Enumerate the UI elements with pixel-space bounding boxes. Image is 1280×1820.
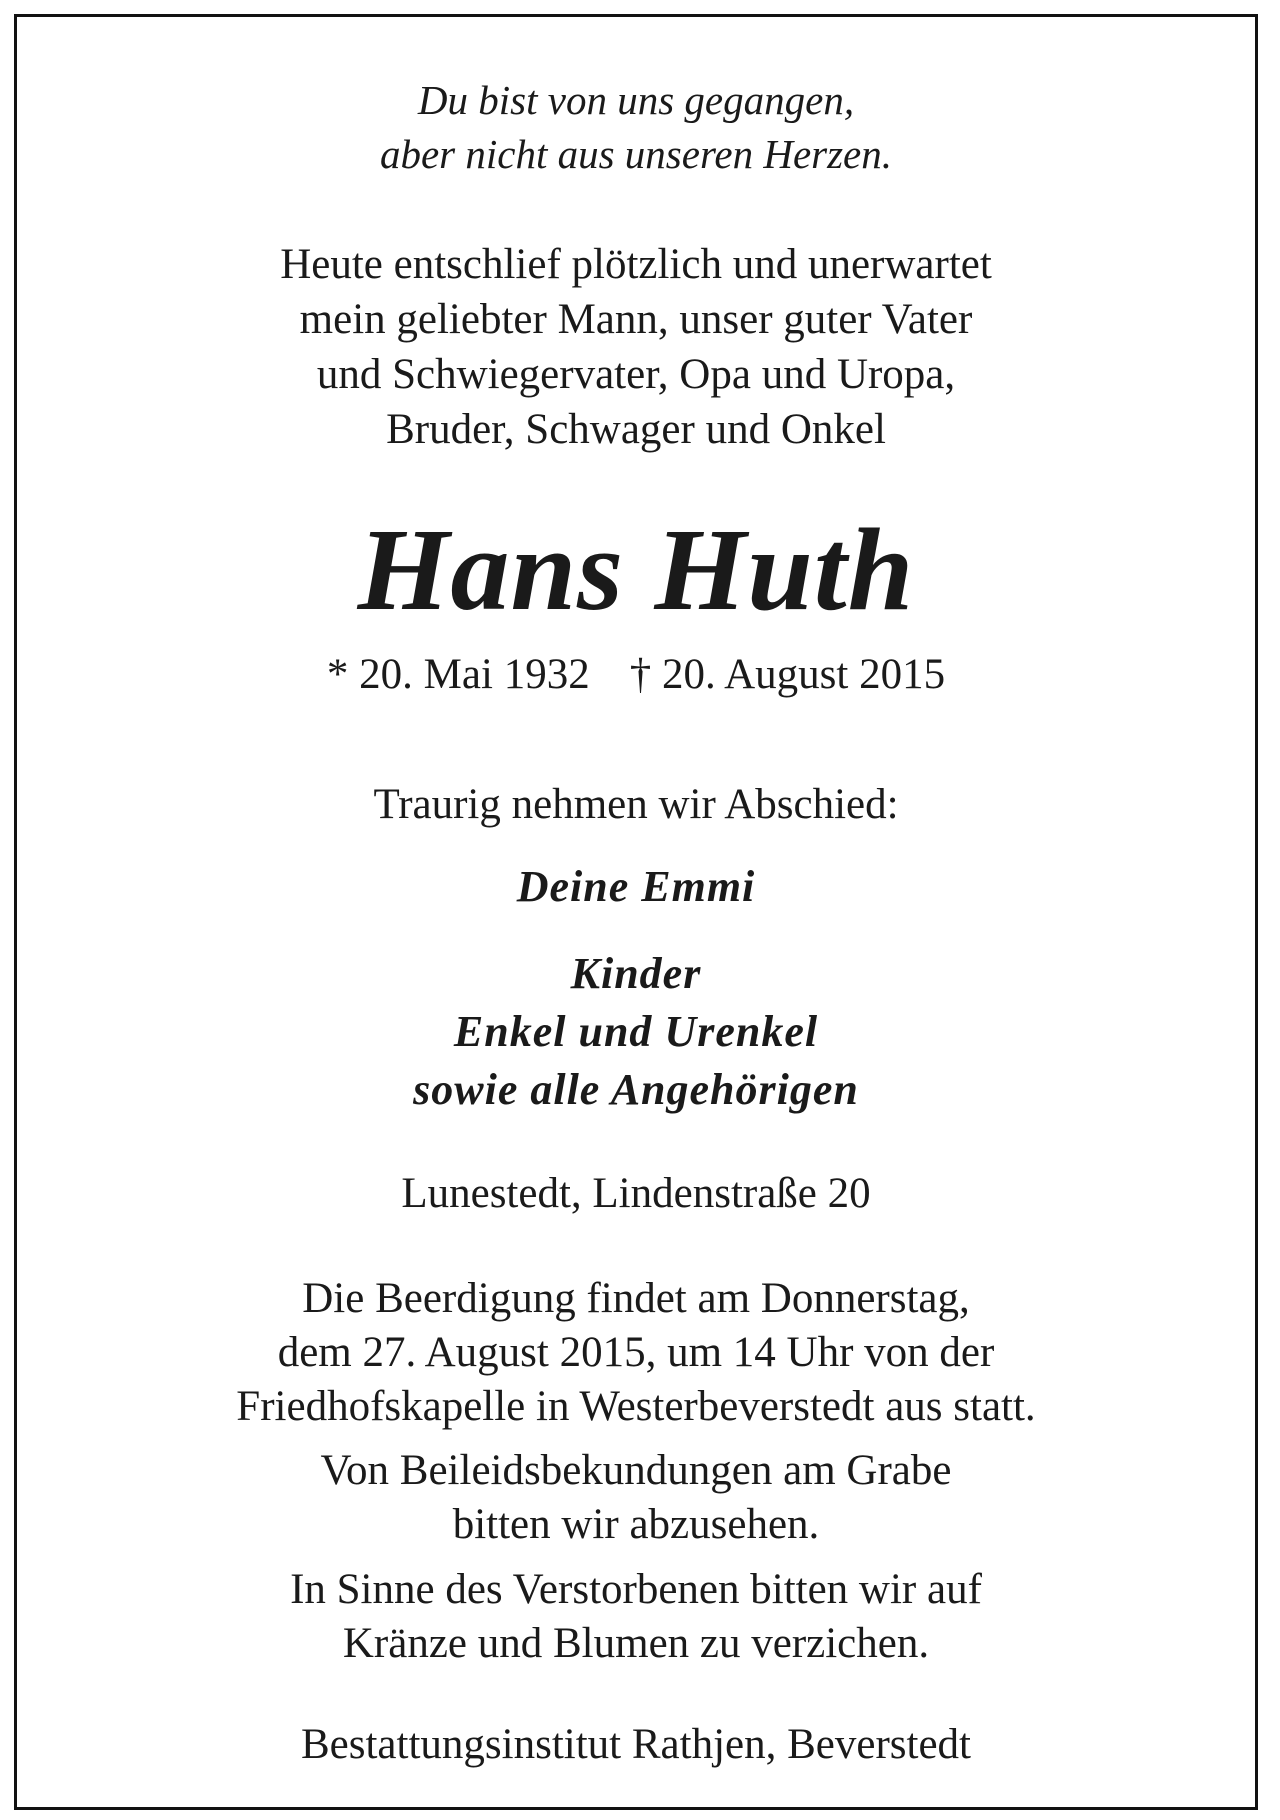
funeral-details <box>17 1272 1255 1434</box>
wreaths-line: Kränze und Blumen zu verzichen. <box>342 1620 930 1667</box>
family-signature <box>17 945 1255 1119</box>
condolence-line: bitten wir abzusehen. <box>452 1501 820 1548</box>
wreaths-note <box>17 1563 1255 1671</box>
condolence-note <box>17 1444 1255 1552</box>
announcement-line: und Schwiegervater, Opa und Uropa, <box>316 351 956 398</box>
family-line: Enkel und Urenkel <box>453 1007 819 1056</box>
wreaths-line: In Sinne des Verstorbenen bitten wir auf <box>290 1566 982 1613</box>
farewell-line: Traurig nehmen wir Abschied: <box>373 781 899 828</box>
intro-verse <box>17 73 1255 181</box>
spouse-signature: Deine Emmi <box>516 862 756 911</box>
intro-line: Du bist von uns gegangen, <box>417 77 855 123</box>
death-date: † 20. August 2015 <box>629 651 946 698</box>
announcement-line: mein geliebter Mann, unser guter Vater <box>299 296 973 343</box>
condolence-line: Von Beileidsbekundungen am Grabe <box>320 1447 952 1494</box>
undertaker-credit: Bestattungsinstitut Rathjen, Beverstedt <box>300 1721 971 1768</box>
funeral-line: dem 27. August 2015, um 14 Uhr von der <box>277 1329 995 1376</box>
announcement-line: Heute entschlief plötzlich und unerwartet <box>280 241 992 288</box>
birth-date: * 20. Mai 1932 <box>326 651 590 698</box>
obituary-frame <box>14 14 1258 1810</box>
funeral-line: Friedhofskapelle in Westerbeverstedt aus statt. <box>236 1383 1036 1430</box>
deceased-name: Hans Huth <box>357 504 915 635</box>
family-line: sowie alle Angehörigen <box>413 1065 859 1114</box>
family-line: Kinder <box>570 949 702 998</box>
family-address: Lunestedt, Lindenstraße 20 <box>401 1170 871 1217</box>
life-dates <box>17 647 1255 703</box>
intro-line: aber nicht aus unseren Herzen. <box>379 131 893 177</box>
funeral-line: Die Beerdigung findet am Donnerstag, <box>302 1275 970 1322</box>
announcement-line: Bruder, Schwager und Onkel <box>386 406 886 453</box>
death-announcement <box>17 237 1255 457</box>
